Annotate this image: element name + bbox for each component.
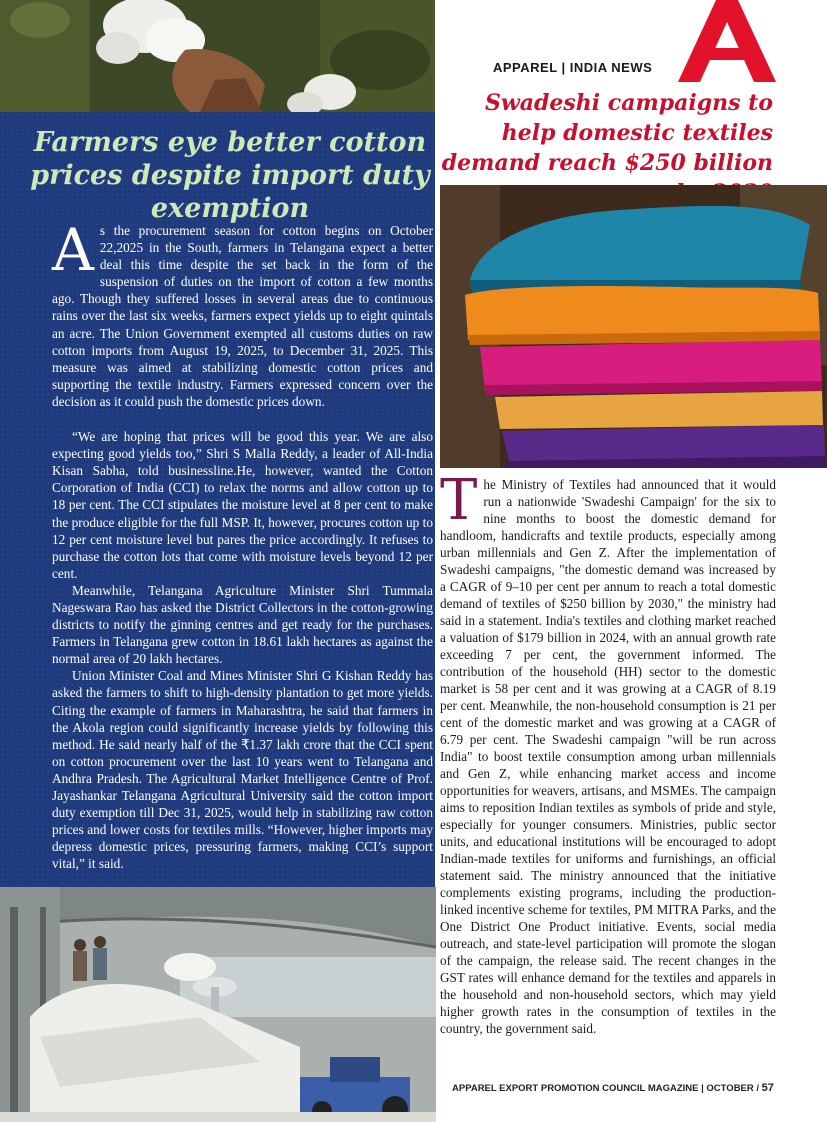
silk-sarees-illustration: [440, 185, 827, 468]
cotton-harvest-photo: [0, 0, 435, 112]
apparel-logo-icon: [678, 0, 827, 82]
cotton-market-photo: [0, 887, 436, 1122]
drop-cap: T: [440, 468, 478, 533]
page-number: 57: [761, 1082, 774, 1094]
left-paragraph-3: Meanwhile, Telangana Agriculture Minister Shri Tummala Nageswara Rao has asked the District Collectors in the cotton-growing districts to notify the ginning centres and get ready for the purchases. Farmers in Telangana grew cotton in 18.61 lakh hectares as against the normal area of 20 lakh hectares.: [52, 582, 433, 667]
right-article-body: [440, 468, 776, 1037]
cotton-harvest-illustration: [0, 0, 435, 112]
drop-cap: A: [52, 216, 94, 284]
left-article-headline: Farmers eye better cotton prices despite import duty exemption: [30, 127, 430, 224]
left-article-body: [52, 216, 433, 872]
right-article-headline: Swadeshi campaigns to help domestic textiles demand reach $250 billion: [441, 90, 773, 176]
cotton-market-illustration: [0, 887, 436, 1122]
footer-text: APPAREL EXPORT PROMOTION COUNCIL MAGAZINE | OCTOBER /: [452, 1083, 760, 1094]
right-article-text: he Ministry of Textiles had announced that it would run a nationwide 'Swadeshi Campaign' for the six to nine months to boost the domestic demand for handloom, handicrafts and textile products, especially among urban millennials and Gen Z. After the implementation of Swadeshi campaigns, "the domestic demand was increased by a CAGR of 9–10 per cent per annum to reach a total domestic demand of textiles of $250 billion by 2030," the ministry had said in a statement. India's textiles and clothing market reached a valuation of $179 billion in 2024, with an annual growth rate exceeding 7 per cent, the government informed. The contribution of the household (HH) sector to the domestic market is 58 per cent and it was growing at a CAGR of 8.19 per cent. Meanwhile, the non-household consumption is 21 per cent of the domestic market and was growing at a CAGR of 6.79 per cent. The Swadeshi campaign "will be run across India" to boost textile consumption among urban millennials and Gen Z, while enhancing market access and income opportunities for weavers, artisans, and MSMEs. The campaign aims to reposition Indian textiles as symbols of pride and style, especially for younger consumers. Ministries, public sector units, and educational institutions will be encouraged to adopt Indian-made textiles for uniforms and furnishings, an official statement said. The ministry announced that the initiative complements existing programs, including the production-linked incentive scheme for textiles, PM MITRA Parks, and the One District One Product initiative. Events, social media outreach, and state-level participation will promote the slogan of the campaign, the release said. The recent changes in the GST rates will enhance demand for the textiles and apparels in the household and non-household sectors, which may yield higher growth rates in the consumption of textiles in the country, the government said.: [440, 477, 776, 1036]
page-footer: [452, 1082, 774, 1094]
section-label: APPAREL | INDIA NEWS: [493, 60, 653, 75]
left-paragraph-4: Union Minister Coal and Mines Minister Shri G Kishan Reddy has asked the farmers to shift to high-density plantation to get more yields. Citing the example of farmers in Maharashtra, he said that farmers in the Akola region could significantly increase yields by following this method. He said nearly half of the ₹1.37 lakh crore that the CCI spent on cotton procurement over the last 10 years went to Telangana and Andhra Pradesh. The Agricultural Market Intelligence Centre of Prof. Jayashankar Telangana Agricultural University said the cotton import duty exemption till Dec 31, 2025, would help in stabilizing raw cotton prices and lower costs for textiles mills. “However, higher imports may depress domestic prices, pressuring farmers, making CCI’s support vital,” it said.: [52, 668, 433, 872]
left-paragraph-1: As the procurement season for cotton begins on October 22,2025 in the South, farmers in Telangana expect a better deal this time despite the set back in the form of the suspension of duties on the import of cotton a few months ago. Though they suffered losses in several areas due to continuous rains over the last six weeks, farmers expect yields up to eight quintals an acre. The Union Government exempted all customs duties on raw cotton imports from August 19, 2025, to December 31, 2025. This measure was aimed at stabilizing domestic cotton prices and supporting the textile industry. Farmers expressed concern over the decision as it could push the domestic prices down.: [52, 216, 433, 409]
silk-sarees-photo: [440, 185, 827, 468]
left-paragraph-2: “We are hoping that prices will be good this year. We are also expecting good yields too,” Shri S Malla Reddy, a leader of All-India Kisan Sabha, told businessline.He, however, wanted the Cotton Corporation of India (CCI) to relax the norms and allow cotton up to 18 per cent. The CCI stipulates the moisture level at 8 per cent to make the produce eligible for the full MSP. It, however, procures cotton up to 12 per cent moisture level but pares the price accordingly. It refuses to purchase the cotton lots that come with moisture levels beyond 12 per cent.: [52, 429, 433, 581]
